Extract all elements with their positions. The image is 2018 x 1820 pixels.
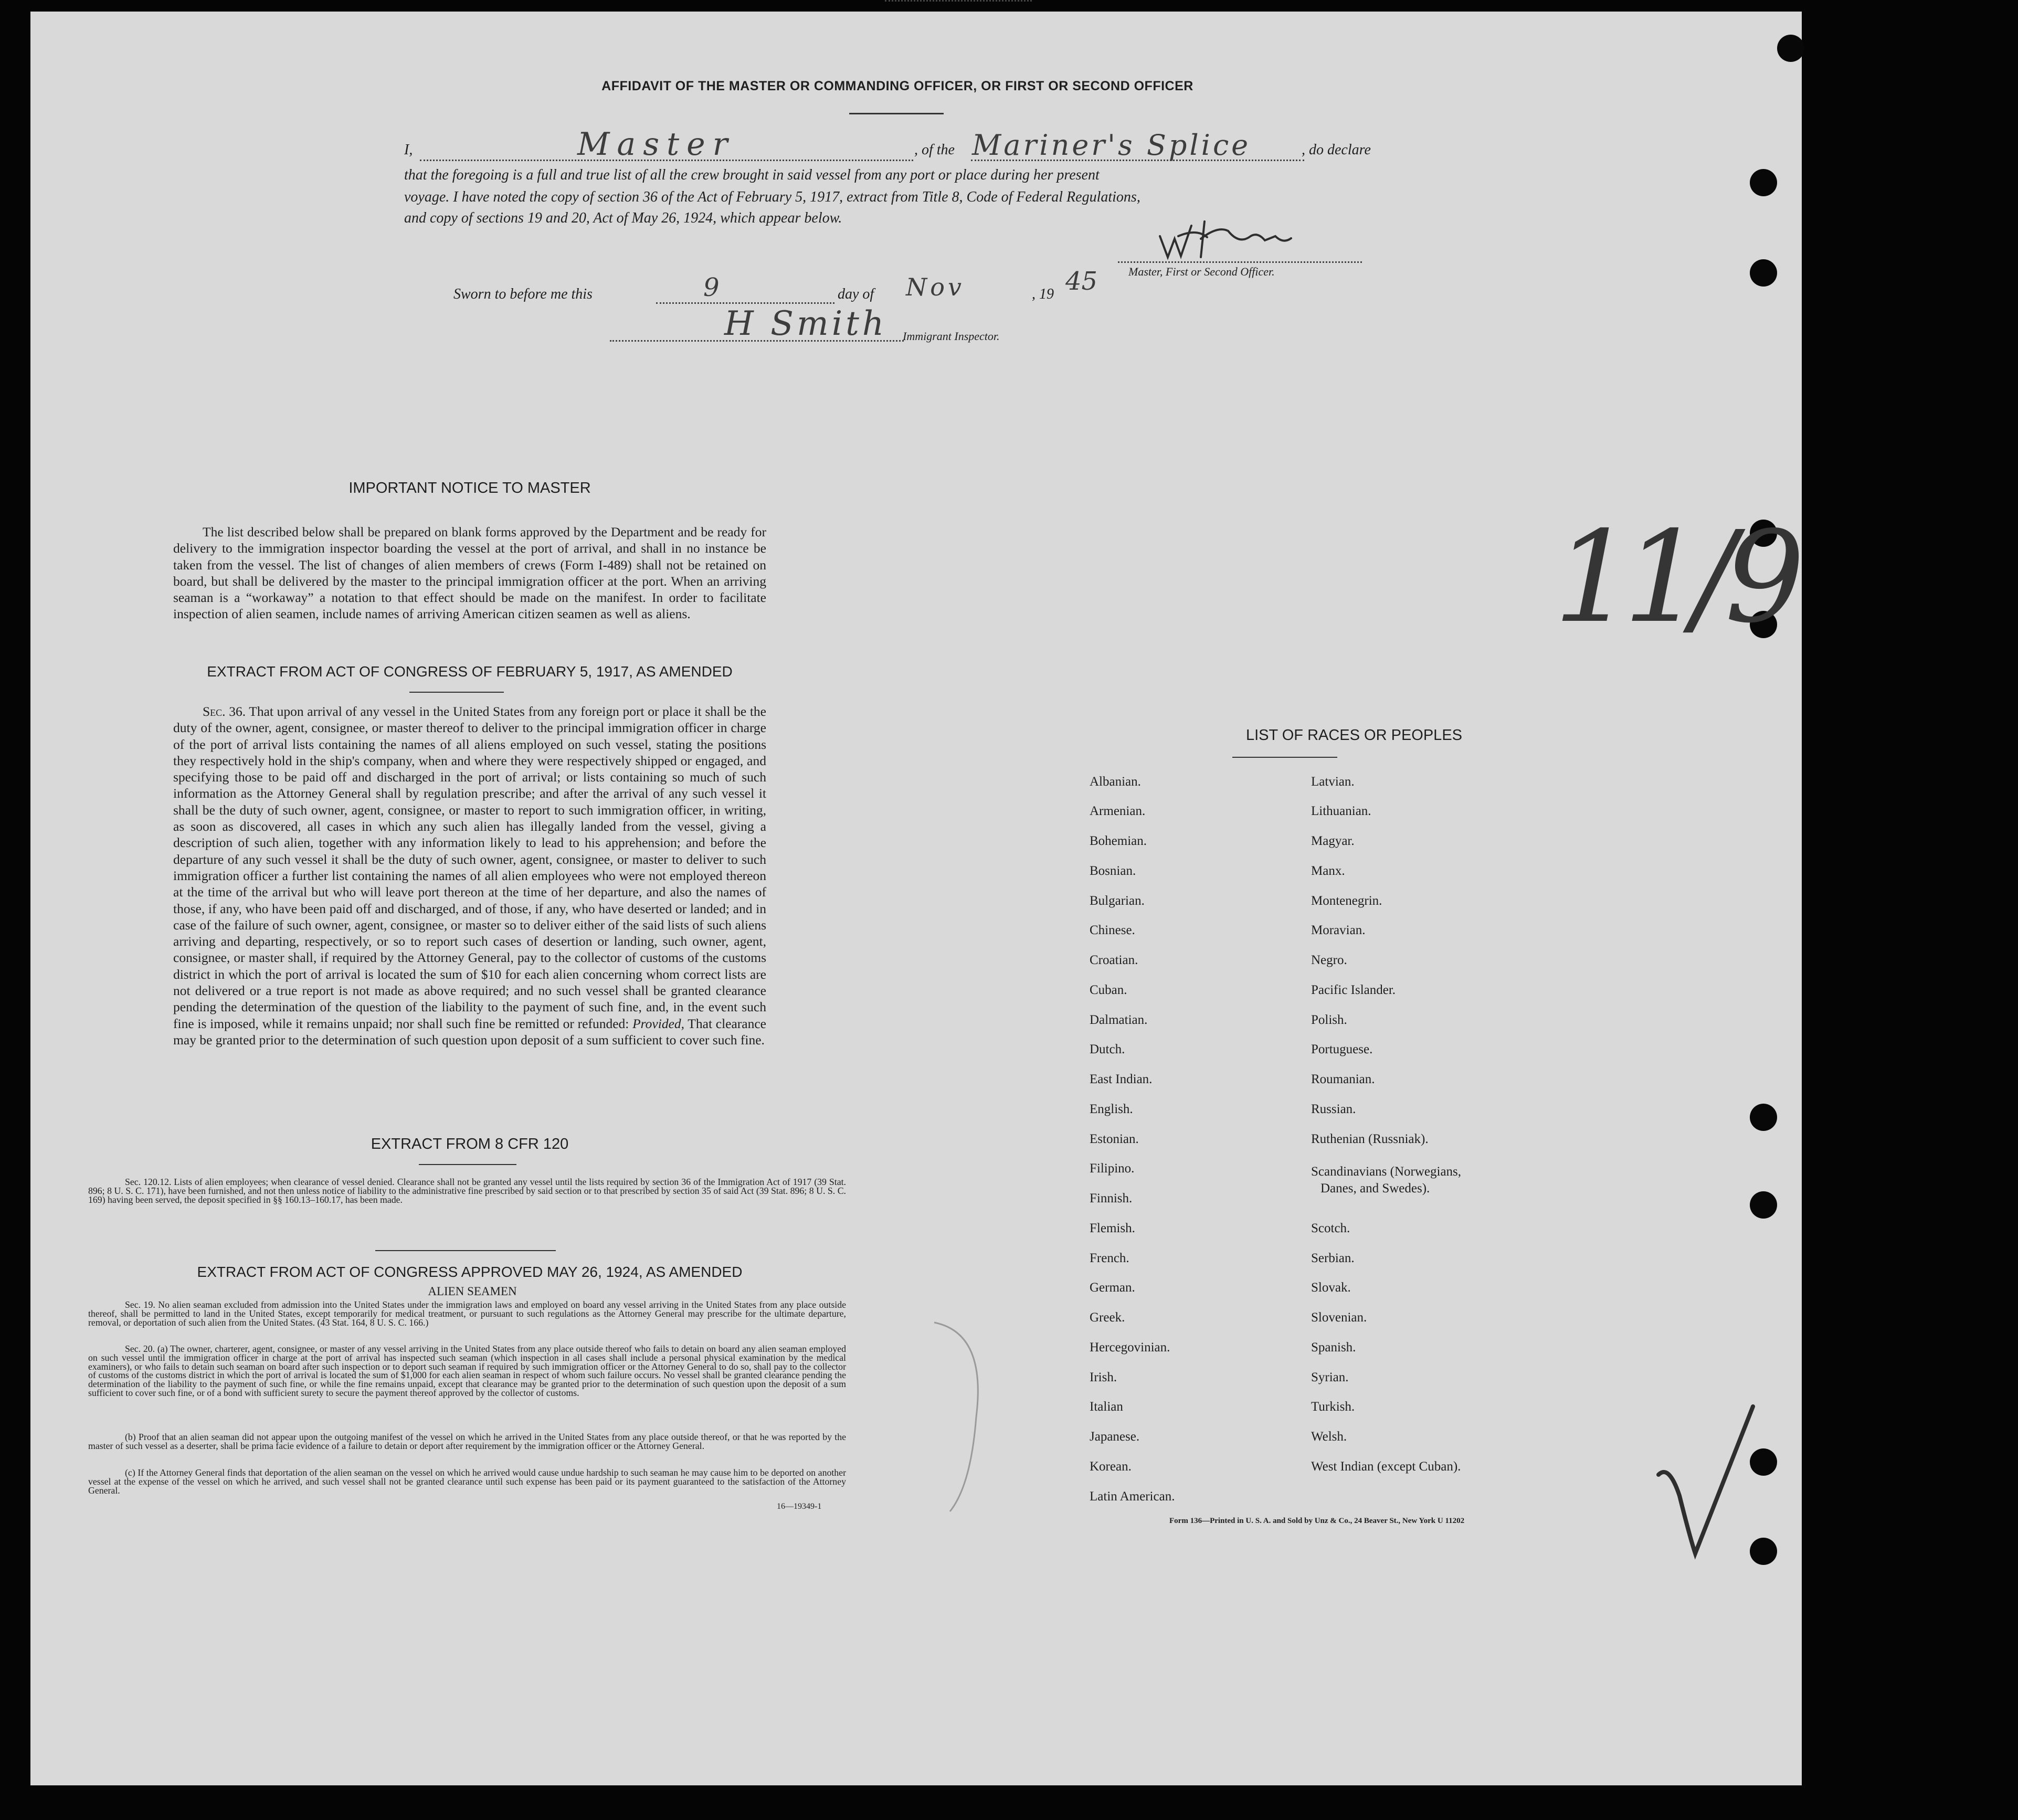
day-value: 9 [703,273,720,302]
race-item: Dalmatian. [1090,1013,1148,1027]
race-item: Latin American. [1090,1489,1175,1504]
binder-hole-2 [1750,169,1777,196]
cfr-title: EXTRACT FROM 8 CFR 120 [371,1136,569,1152]
extract-1917-rule [409,692,504,693]
binder-hole-3 [1750,259,1777,287]
sec-20a-text: Sec. 20. (a) The owner, charterer, agent, consignee, or master of any vessel arriving in the United States from any place outside thereof who fails to detain on board any alien seaman employed on such vessel until the immigration officer in charge at the port of arrival has inspected such seaman (which inspection in all cases shall include a personal physical examination by the medical examiners), or who fails to detain such seaman on board after such inspection or to deport such seaman if required by such immigration officer or the Attorney General to do so, shall pay to the collector of customs of the customs district in which the port of arrival is located the sum of $1,000 for each alien seaman in respect of whom such failure occurs. No vessel shall be granted clearance pending the determination of the liability to the payment of such fine, or while the fine remains unpaid, except that clearance may be granted prior to the determination of such question upon the deposit of a sum sufficient to cover such fine, or of a bond with sufficient surety to secure the payment thereof approved by the collector of customs. [88,1343,846,1398]
sec-36-label: Sec. 36. [203,704,246,719]
race-item: Korean. [1090,1459,1132,1474]
race-item: French. [1090,1251,1129,1265]
race-item: Magyar. [1311,834,1355,848]
race-item: Lithuanian. [1311,804,1371,818]
binder-hole-7 [1750,1191,1777,1219]
race-item: Cuban. [1090,983,1127,997]
race-item: Spanish. [1311,1340,1356,1355]
sec-36-text-end: That clearance may be granted prior to the determination of such question upon deposit of a sum sufficient to cover such fine. [173,1015,767,1047]
inspector-signature: H Smith [724,304,888,343]
affidavit-title: AFFIDAVIT OF THE MASTER OR COMMANDING OFFICER, OR FIRST OR SECOND OFFICER [601,79,1193,93]
race-item: German. [1090,1281,1135,1295]
affidavit-i: I, [404,142,413,158]
race-item: Slovak. [1311,1281,1351,1295]
race-item: Bohemian. [1090,834,1147,848]
sec-20c-text: (c) If the Attorney General finds that deportation of the alien seaman on the vessel on which he arrived would cause undue hardship to such seaman he may cause him to be deported on another vessel at the expense of the vessel on which he arrived, and such vessel shall not be granted clearance until such expense has been paid or its payment guaranteed to the satisfaction of the Attorney General. [88,1467,846,1496]
affidavit-do-declare: , do declare [1302,142,1371,158]
race-item: Dutch. [1090,1042,1125,1056]
vessel-name: Mariner's Splice [972,129,1251,162]
sec-19-text: Sec. 19. No alien seaman excluded from admission into the United States under the immigration laws and employed on board any vessel arriving in the United States from any place outside thereof, shall be permitted to land in the United States, except temporarily for medical treatment, or pursuant to such regulations as the Attorney General may prescribe for the ultimate departure, removal, or deportation of such alien from the United States. (43 Stat. 164, 8 U. S. C. 166.) [88,1299,846,1328]
date-mark: 11/9 [1554,504,1794,651]
race-item: Ruthenian (Russniak). [1311,1132,1429,1146]
race-item: Estonian. [1090,1132,1139,1146]
race-item: Greek. [1090,1310,1125,1325]
affidavit-line-3: voyage. I have noted the copy of section 36 of the Act of February 5, 1917, extract from Title 8, Code of Federal Regulations, [404,189,1140,205]
printer-imprint: Form 136—Printed in U. S. A. and Sold by Unz & Co., 24 Beaver St., New York U 11202 [1169,1517,1465,1525]
race-item: West Indian (except Cuban). [1311,1459,1461,1474]
sworn-prefix: Sworn to before me this [453,286,593,302]
extract-1917-body [173,703,766,1048]
cfr-body: Sec. 120.12. Lists of alien employees; when clearance of vessel denied. Clearance shall not be granted any vessel until the lists required by section 36 of the Immigration Act of 1917 (39 Stat. 896; 8 U. S. C. 171), have been furnished, and not then unless notice of liability to the administrative fine prescribed by said section or to that prescribed by section 35 of said Act (39 Stat. 896; 8 U. S. C. 169) having been served, the deposit specified in §§ 160.13–160.17, has been made. [88,1177,846,1205]
master-name: Master [577,126,735,163]
race-item: Chinese. [1090,923,1135,937]
race-item: Scotch. [1311,1221,1350,1235]
race-item: Finnish. [1090,1191,1133,1205]
race-item: Slovenian. [1311,1310,1367,1325]
races-title-rule [1232,757,1337,758]
race-item: Armenian. [1090,804,1146,818]
race-item: Negro. [1311,953,1347,967]
master-signature-blank [1118,261,1362,263]
binder-hole-1 [1777,35,1804,62]
form-code: 16—19349-1 [777,1502,822,1511]
race-item: English. [1090,1102,1133,1116]
sworn-day-of: day of [838,286,874,302]
check-mark [1648,1396,1774,1564]
sec-36-provided: Provided, [632,1015,685,1031]
extract-1924-subtitle: ALIEN SEAMEN [428,1285,517,1298]
notice-body: The list described below shall be prepared on blank forms approved by the Department and be ready for delivery to the immigration inspector boarding the vessel at the port of arrival, and shall in no instance be taken from the vessel. The list of changes of alien members of crews (Form I-489) shall not be retained on board, but shall be delivered by the master to the principal immigration officer at the port. When an arriving seaman is a “workaway” a notation to that effect should be made on the manifest. In order to facilitate inspection of alien seamen, include names of arriving American citizen seamen as well as aliens. [173,524,766,622]
race-item: Hercegovinian. [1090,1340,1170,1355]
cfr-rule [419,1164,516,1165]
race-item: Serbian. [1311,1251,1355,1265]
race-item: Syrian. [1311,1370,1349,1384]
inspector-caption: Immigrant Inspector. [903,330,1000,343]
race-item: Bulgarian. [1090,894,1145,908]
affidavit-of-the: , of the [914,142,955,158]
sworn-year-prefix: , 19 [1032,286,1054,302]
race-item: Scandinavians (Norwegians, [1311,1165,1462,1179]
extract-1917-title: EXTRACT FROM ACT OF CONGRESS OF FEBRUARY 5, 1917, AS AMENDED [207,663,733,680]
race-item: Irish. [1090,1370,1117,1384]
race-item: Moravian. [1311,923,1366,937]
races-title: LIST OF RACES OR PEOPLES [1245,727,1463,744]
race-item: Japanese. [1090,1430,1140,1444]
master-caption: Master, First or Second Officer. [1128,265,1275,278]
race-item: Russian. [1311,1102,1356,1116]
extract-1924-title: EXTRACT FROM ACT OF CONGRESS APPROVED MAY 26, 1924, AS AMENDED [197,1264,743,1280]
binder-hole-6 [1750,1104,1777,1131]
affidavit-line-2: that the foregoing is a full and true list of all the crew brought in said vessel from any port or place during her present [404,167,1100,183]
affidavit-line-4: and copy of sections 19 and 20, Act of May 26, 1924, which appear below. [404,210,842,226]
notice-title: IMPORTANT NOTICE TO MASTER [348,480,591,496]
race-item: East Indian. [1090,1072,1153,1086]
race-item: Latvian. [1311,775,1355,789]
race-item: Albanian. [1090,775,1141,789]
master-signature [1149,215,1328,262]
race-item: Danes, and Swedes). [1320,1181,1430,1195]
sec-20b-text: (b) Proof that an alien seaman did not appear upon the outgoing manifest of the vessel on which he arrived in the United States from any place outside thereof, or that he was reported by the master of such vessel as a deserter, shall be prima facie evidence of a failure to detain or deport after requirement by the immigration officer or the Attorney General. [88,1432,846,1451]
race-item: Portuguese. [1311,1042,1373,1056]
race-item: Montenegrin. [1311,894,1382,908]
month-value: Nov [906,273,965,301]
day-blank [656,302,834,304]
month-blank [885,0,1032,2]
sec-36-text: That upon arrival of any vessel in the United States from any foreign port or place it shall be the duty of the owner, agent, consignee, or master thereof to deliver to the principal immigration officer in charge of the port of arrival lists containing the names of all aliens employed on such vessel, stating the positions they respectively hold in the ship's company, when and where they were respectively shipped or engaged, and specifying those to be paid off and discharged in the port of arrival; or lists containing so much of such information as the Attorney General shall by regulation prescribe; and after the arrival of any such vessel it shall be the duty of such owner, agent, consignee, or master to report to such immigration officer, in writing, as soon as discovered, all cases in which any such alien has illegally landed from the vessel, giving a description of such alien, together with any information likely to lead to his apprehension; and before the departure of any such vessel it shall be the duty of such owner, agent, consignee, or master to deliver to such immigration officer a further list containing the names of all alien employees who were not employed thereon at the time of the arrival but who will leave port thereon at the time of her departure, and also the names of those, if any, who have been paid off and discharged, and of those, if any, who have deserted or landed; and in case of the failure of such owner, agent, consignee, or master so to deliver either of the said lists of such aliens arriving and departing, respectively, or so to report such cases of desertion or landing, such owner, agent, consignee, or master shall, if required by the Attorney General, pay to the collector of customs of the customs district in which the port of arrival is located the sum of $10 for each alien concerning whom correct lists are not delivered or a true report is not made as above required; and no such vessel shall be granted clearance pending the determination of the question of the liability to the payment of such fine, and, in the event such fine is imposed, while it remains unpaid; nor shall such fine be remitted or refunded: [173,704,766,1031]
race-item: Bosnian. [1090,864,1136,878]
race-item: Filipino. [1090,1161,1135,1176]
race-item: Turkish. [1311,1400,1355,1414]
race-item: Welsh. [1311,1430,1347,1444]
year-value: 45 [1065,267,1098,296]
race-item: Polish. [1311,1013,1347,1027]
race-item: Flemish. [1090,1221,1135,1235]
cfr-bottom-rule [375,1250,556,1251]
affidavit-title-rule [849,113,944,114]
race-item: Italian [1090,1400,1123,1414]
race-item: Roumanian. [1311,1072,1375,1086]
race-item: Pacific Islander. [1311,983,1396,997]
race-item: Croatian. [1090,953,1138,967]
race-item: Manx. [1311,864,1345,878]
pencil-arc [929,1312,987,1522]
